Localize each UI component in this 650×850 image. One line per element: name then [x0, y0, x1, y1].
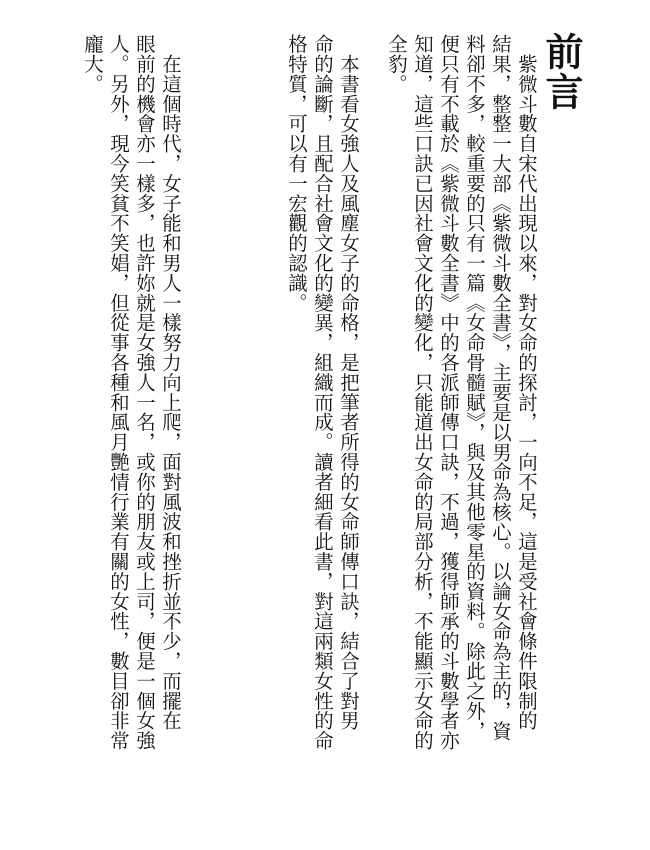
text-column-7: 本書看女強人及風塵女子的命格，是把筆者所得的女命師傳口訣，結合了對男 — [337, 34, 360, 731]
text-column-6: 全豹。 — [385, 34, 408, 94]
text-column-12: 人。另外，現今笑貧不笑娼，但從事各種和風月艷情行業有關的女性，數目卻非常 — [107, 34, 130, 751]
text-column-3: 料卻不多，較重要的只有一篇《女命骨髓賦》，與及其他零星的資料。除此之外， — [463, 34, 486, 741]
text-column-10: 在這個時代，女子能和男人一樣努力向上爬，面對風波和挫折並不少，而擺在 — [159, 34, 182, 731]
text-column-13: 龐大。 — [81, 34, 104, 94]
text-column-8: 命的論斷，且配合社會文化的變異，組織而成。讀者細看此書，對這兩類女性的命 — [311, 34, 334, 751]
text-column-4: 便只有不載於《紫微斗數全書》中的各派師傳口訣，不過，獲得師承的斗數學者亦 — [437, 34, 460, 751]
page-title: 前言 — [539, 32, 584, 112]
text-column-5: 知道，這些口訣已因社會文化的變化，只能道出女命的局部分析，不能顯示女命的 — [411, 34, 434, 751]
text-column-9: 格特質，可以有一宏觀的認識。 — [285, 34, 308, 313]
text-column-1: 紫微斗數自宋代出現以來，對女命的探討，一向不足，這是受社會條件限制的 — [515, 34, 538, 731]
text-column-2: 結果，整整一大部《紫微斗數全書》，主要是以男命為核心。以論女命為主的，資 — [489, 34, 512, 741]
text-column-11: 眼前的機會亦一樣多，也許妳就是女強人一名，或你的朋友或上司，便是一個女強 — [133, 34, 156, 751]
